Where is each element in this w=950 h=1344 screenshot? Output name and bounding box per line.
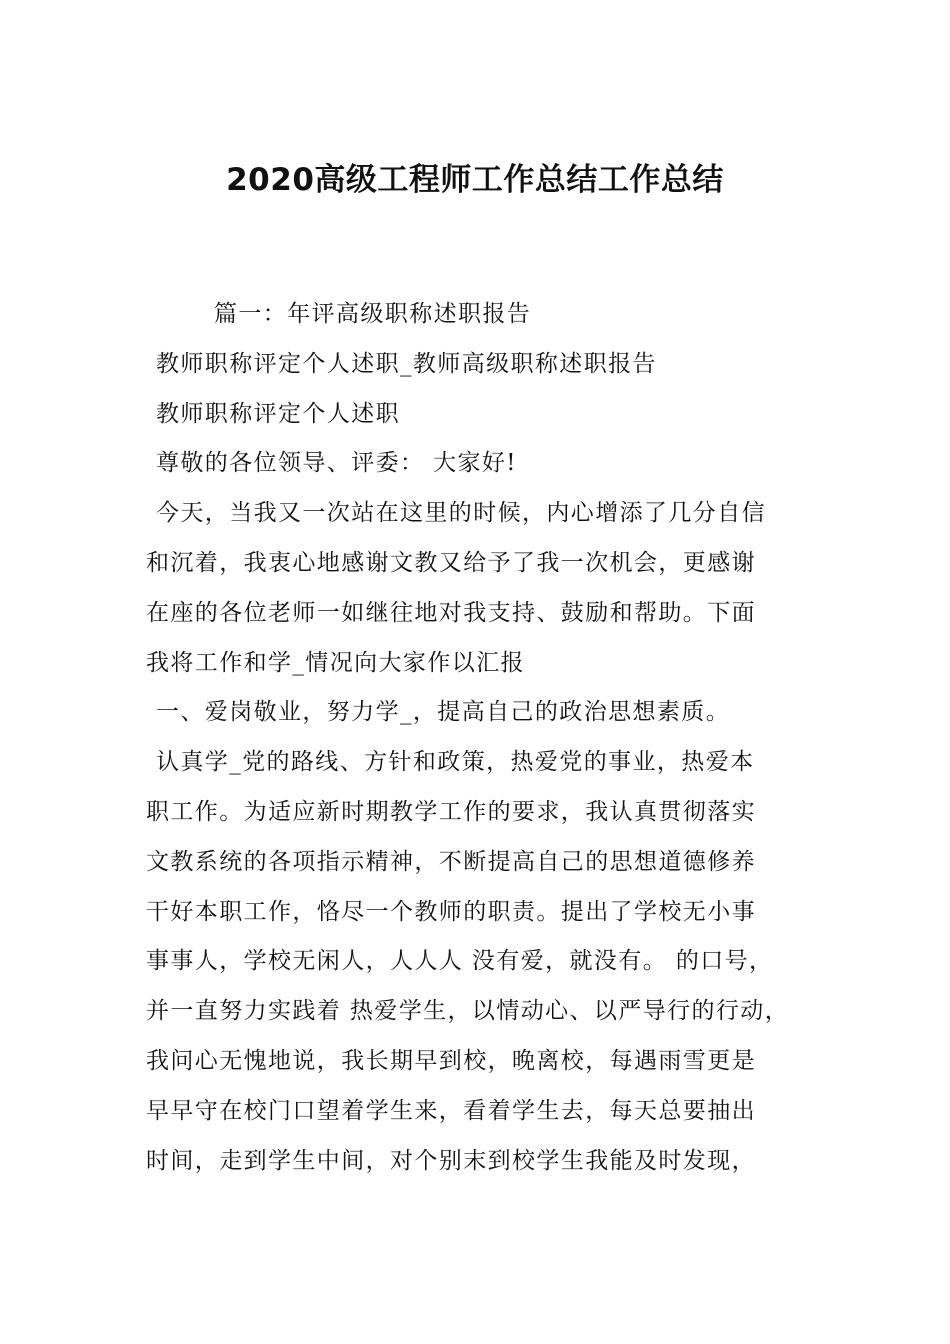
- text-line: 一、爱岗敬业，努力学_，提高自己的政治思想素质。: [156, 699, 731, 726]
- text-line: 今天，当我又一次站在这里的时候，内心增添了几分自信: [156, 500, 766, 527]
- document-body: [146, 290, 826, 1186]
- text-line: 事事人，学校无闲人，人人人 没有爱，就没有。 的口号，: [146, 948, 774, 975]
- text-line: 教师职称评定个人述职: [156, 400, 400, 427]
- text-line: 我将工作和学_情况向大家作以汇报: [146, 649, 525, 676]
- text-line: 文教系统的各项指示精神，不断提高自己的思想道德修养: [146, 848, 756, 875]
- text-line: 和沉着，我衷心地感谢文教又给予了我一次机会，更感谢: [146, 549, 756, 576]
- text-line: 尊敬的各位领导、评委： 大家好!: [156, 450, 517, 477]
- text-line: 教师职称评定个人述职_教师高级职称述职报告: [156, 350, 657, 377]
- text-line: 职工作。为适应新时期教学工作的要求，我认真贯彻落实: [146, 798, 756, 825]
- text-line: 篇一：年评高级职称述职报告: [214, 301, 532, 327]
- text-line: 认真学_党的路线、方针和政策，热爱党的事业，热爱本: [156, 749, 755, 776]
- text-line: 在座的各位老师一如继往地对我支持、鼓励和帮助。下面: [146, 599, 756, 626]
- text-line: 早早守在校门口望着学生来，看着学生去，每天总要抽出: [146, 1097, 756, 1124]
- text-line: 并一直努力实践着 热爱学生，以情动心、以严导行的行动，: [146, 998, 790, 1025]
- document-title: 2020高级工程师工作总结工作总结: [226, 162, 724, 198]
- text-line: 时间，走到学生中间，对个别末到校学生我能及时发现，: [146, 1147, 756, 1174]
- text-line: 干好本职工作，恪尽一个教师的职责。提出了学校无小事: [146, 898, 756, 925]
- text-line: 我问心无愧地说，我长期早到校，晚离校，每遇雨雪更是: [146, 1047, 756, 1074]
